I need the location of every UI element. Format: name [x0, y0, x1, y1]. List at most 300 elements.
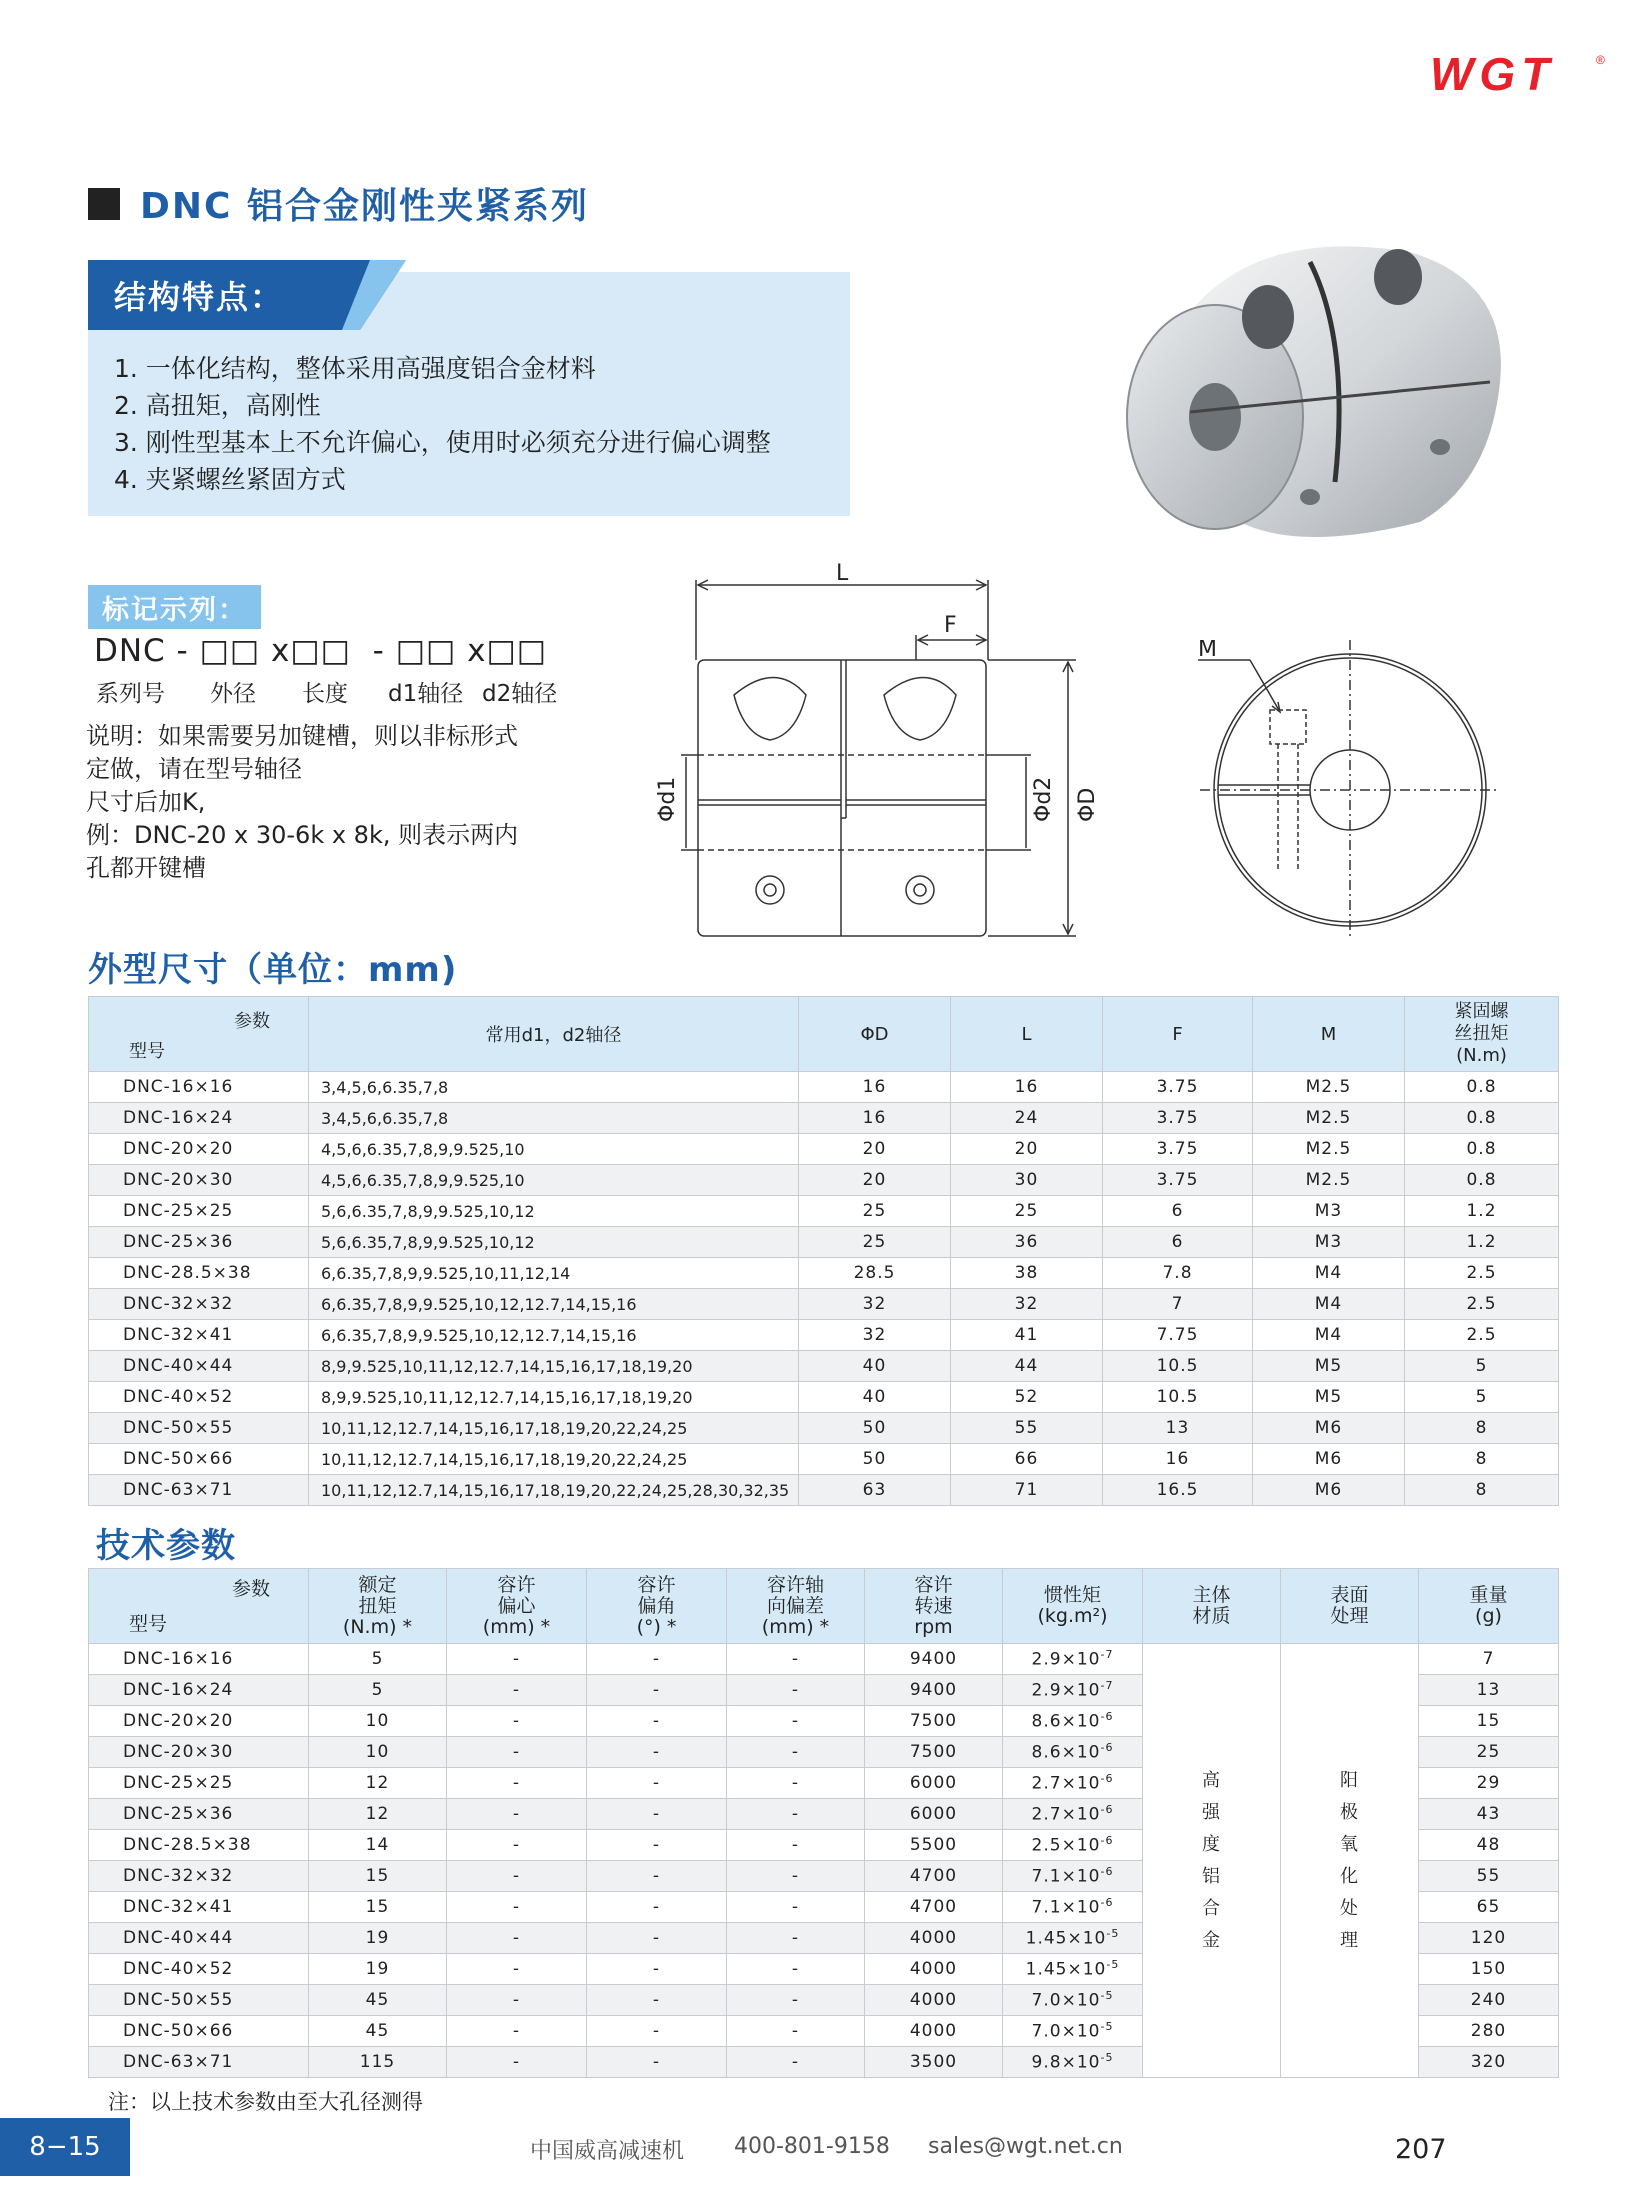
- page-number: 207: [1395, 2134, 1447, 2165]
- rated-torque-cell: 45: [309, 1985, 447, 2016]
- weight-cell: 48: [1419, 1830, 1559, 1861]
- eccentric-cell: -: [447, 1985, 587, 2016]
- inertia-exponent: -6: [1100, 1772, 1114, 1786]
- title-square-marker: [88, 188, 120, 220]
- header-weight: [1419, 1569, 1559, 1644]
- inertia-exponent: -7: [1100, 1648, 1114, 1662]
- diameter-cell: 63: [799, 1475, 951, 1506]
- screw-cell: M2.5: [1253, 1072, 1405, 1103]
- torque-cell: 2.5: [1405, 1258, 1559, 1289]
- axial-cell: -: [727, 1737, 865, 1768]
- note-line: 定做，请在型号轴径: [86, 755, 302, 783]
- rated-torque-cell: 45: [309, 2016, 447, 2047]
- header-line: (N.m) *: [342, 1615, 413, 1638]
- model-cell: DNC-32×32: [89, 1289, 309, 1320]
- dim-label-M: M: [1198, 640, 1217, 662]
- inertia-cell: [1003, 2047, 1143, 2078]
- model-cell: DNC-40×52: [89, 1954, 309, 1985]
- inertia-base: 7.1×10: [1031, 1866, 1101, 1887]
- rated-torque-cell: 19: [309, 1923, 447, 1954]
- inertia-base: 2.9×10: [1031, 1680, 1101, 1701]
- torque-cell: 5: [1405, 1351, 1559, 1382]
- shafts-cell: 3,4,5,6,6.35,7,8: [309, 1103, 799, 1134]
- header-torque-line: 紧固螺: [1454, 1001, 1509, 1022]
- product-photo: [1120, 232, 1520, 542]
- shafts-cell: 8,9,9.525,10,11,12,12.7,14,15,16,17,18,19,20: [309, 1351, 799, 1382]
- length-cell: 30: [951, 1165, 1103, 1196]
- inertia-cell: [1003, 1985, 1143, 2016]
- inertia-exponent: -6: [1100, 1834, 1114, 1848]
- table-row: [89, 1320, 1559, 1351]
- speed-cell: 7500: [865, 1706, 1003, 1737]
- header-line: (mm) *: [761, 1615, 830, 1638]
- header-angle: [587, 1569, 727, 1644]
- model-cell: DNC-25×25: [89, 1196, 309, 1227]
- inertia-cell: [1003, 1706, 1143, 1737]
- marking-part-d1: d1轴径: [388, 681, 464, 707]
- weight-cell: 55: [1419, 1861, 1559, 1892]
- length-cell: 41: [951, 1320, 1103, 1351]
- weight-cell: 43: [1419, 1799, 1559, 1830]
- weight-cell: 240: [1419, 1985, 1559, 2016]
- diameter-cell: 40: [799, 1382, 951, 1413]
- length-cell: 44: [951, 1351, 1103, 1382]
- header-line: 容许: [914, 1573, 953, 1596]
- f-cell: 3.75: [1103, 1134, 1253, 1165]
- weight-cell: 150: [1419, 1954, 1559, 1985]
- model-cell: DNC-25×36: [89, 1227, 309, 1258]
- diameter-cell: 20: [799, 1165, 951, 1196]
- marking-part-length: 长度: [302, 681, 348, 707]
- wgt-logo: [1430, 48, 1610, 98]
- features-heading: 结构特点：: [114, 278, 285, 316]
- model-cell: DNC-50×66: [89, 1444, 309, 1475]
- surface-char: 化: [1340, 1865, 1359, 1887]
- inertia-base: 2.7×10: [1031, 1804, 1101, 1825]
- dim-label-d2: Φd2: [1031, 776, 1056, 822]
- axial-cell: -: [727, 1675, 865, 1706]
- inertia-cell: [1003, 1861, 1143, 1892]
- screw-cell: M3: [1253, 1196, 1405, 1227]
- material-char: 高: [1202, 1769, 1221, 1791]
- axial-cell: -: [727, 1768, 865, 1799]
- header-inertia: [1003, 1569, 1143, 1644]
- length-cell: 25: [951, 1196, 1103, 1227]
- header-eccentric: [447, 1569, 587, 1644]
- marking-tag: [88, 585, 261, 629]
- header-speed: [865, 1569, 1003, 1644]
- torque-cell: 5: [1405, 1382, 1559, 1413]
- f-cell: 13: [1103, 1413, 1253, 1444]
- inertia-base: 7.0×10: [1031, 2021, 1101, 2042]
- surface-char: 阳: [1340, 1769, 1359, 1791]
- dims-header-param-model: [89, 997, 309, 1072]
- speed-cell: 6000: [865, 1768, 1003, 1799]
- inertia-base: 2.5×10: [1031, 1835, 1101, 1856]
- header-line: 处理: [1330, 1605, 1369, 1627]
- header-M: M: [1253, 997, 1405, 1072]
- diameter-cell: 40: [799, 1351, 951, 1382]
- angle-cell: -: [587, 1830, 727, 1861]
- weight-cell: 7: [1419, 1644, 1559, 1675]
- table-row: [89, 1382, 1559, 1413]
- shafts-cell: 10,11,12,12.7,14,15,16,17,18,19,20,22,24,25: [309, 1413, 799, 1444]
- note-line: 孔都开键槽: [86, 854, 206, 882]
- marking-part-outer-diameter: 外径: [210, 681, 256, 707]
- tech-note: 注：以上技术参数由至大孔径测得: [108, 2090, 423, 2114]
- f-cell: 10.5: [1103, 1351, 1253, 1382]
- speed-cell: 3500: [865, 2047, 1003, 2078]
- shafts-cell: 10,11,12,12.7,14,15,16,17,18,19,20,22,24,25,28,30,32,35: [309, 1475, 799, 1506]
- tech-header-param-model: [89, 1569, 309, 1644]
- inertia-exponent: -5: [1106, 1927, 1120, 1941]
- diameter-cell: 32: [799, 1289, 951, 1320]
- speed-cell: 6000: [865, 1799, 1003, 1830]
- header-model: 型号: [129, 1041, 165, 1062]
- dims-heading: 外型尺寸（单位：mm): [88, 950, 458, 990]
- torque-cell: 2.5: [1405, 1320, 1559, 1351]
- weight-cell: 13: [1419, 1675, 1559, 1706]
- model-cell: DNC-20×30: [89, 1165, 309, 1196]
- screw-cell: M2.5: [1253, 1134, 1405, 1165]
- footer-email: sales@wgt.net.cn: [928, 2134, 1123, 2159]
- rated-torque-cell: 5: [309, 1675, 447, 1706]
- model-cell: DNC-28.5×38: [89, 1258, 309, 1289]
- features-list: [114, 350, 771, 498]
- angle-cell: -: [587, 1737, 727, 1768]
- shafts-cell: 6,6.35,7,8,9,9.525,10,12,12.7,14,15,16: [309, 1289, 799, 1320]
- model-cell: DNC-20×30: [89, 1737, 309, 1768]
- angle-cell: -: [587, 1954, 727, 1985]
- table-row: [89, 1227, 1559, 1258]
- rated-torque-cell: 14: [309, 1830, 447, 1861]
- inertia-exponent: -6: [1100, 1710, 1114, 1724]
- table-row: [89, 1072, 1559, 1103]
- inertia-base: 9.8×10: [1031, 2052, 1101, 2073]
- model-cell: DNC-20×20: [89, 1706, 309, 1737]
- header-param: 参数: [234, 1011, 270, 1032]
- marking-part-series: 系列号: [96, 681, 165, 707]
- rated-torque-cell: 15: [309, 1892, 447, 1923]
- header-line: 惯性矩: [1043, 1584, 1101, 1606]
- angle-cell: -: [587, 1923, 727, 1954]
- shafts-cell: 6,6.35,7,8,9,9.525,10,11,12,14: [309, 1258, 799, 1289]
- inertia-exponent: -5: [1100, 2020, 1114, 2034]
- surface-char: 极: [1340, 1801, 1359, 1823]
- inertia-exponent: -5: [1100, 1989, 1114, 2003]
- header-material: [1143, 1569, 1281, 1644]
- header-line: (°) *: [636, 1615, 677, 1638]
- screw-cell: M2.5: [1253, 1165, 1405, 1196]
- inertia-base: 8.6×10: [1031, 1742, 1101, 1763]
- axial-cell: -: [727, 1954, 865, 1985]
- angle-cell: -: [587, 1861, 727, 1892]
- table-row: [89, 1475, 1559, 1506]
- speed-cell: 7500: [865, 1737, 1003, 1768]
- inertia-exponent: -6: [1100, 1896, 1114, 1910]
- eccentric-cell: -: [447, 1892, 587, 1923]
- speed-cell: 4000: [865, 1985, 1003, 2016]
- header-line: (mm) *: [482, 1615, 551, 1638]
- logo-registered: ®: [1596, 53, 1605, 67]
- eccentric-cell: -: [447, 1954, 587, 1985]
- torque-cell: 8: [1405, 1475, 1559, 1506]
- length-cell: 32: [951, 1289, 1103, 1320]
- inertia-exponent: -5: [1100, 2051, 1114, 2065]
- f-cell: 16.5: [1103, 1475, 1253, 1506]
- inertia-exponent: -5: [1106, 1958, 1120, 1972]
- length-cell: 20: [951, 1134, 1103, 1165]
- table-row: [89, 1165, 1559, 1196]
- angle-cell: -: [587, 2016, 727, 2047]
- inertia-cell: [1003, 1830, 1143, 1861]
- model-cell: DNC-63×71: [89, 1475, 309, 1506]
- screw-cell: M6: [1253, 1444, 1405, 1475]
- eccentric-cell: -: [447, 1830, 587, 1861]
- note-line: 例：DNC-20 x 30-6k x 8k, 则表示两内: [86, 821, 519, 849]
- model-cell: DNC-40×44: [89, 1923, 309, 1954]
- speed-cell: 9400: [865, 1675, 1003, 1706]
- header-line: 偏角: [637, 1594, 676, 1617]
- inertia-cell: [1003, 1768, 1143, 1799]
- inertia-cell: [1003, 1954, 1143, 1985]
- feature-item: 1. 一体化结构，整体采用高强度铝合金材料: [114, 354, 596, 383]
- screw-cell: M4: [1253, 1320, 1405, 1351]
- model-cell: DNC-40×44: [89, 1351, 309, 1382]
- rated-torque-cell: 15: [309, 1861, 447, 1892]
- model-cell: DNC-28.5×38: [89, 1830, 309, 1861]
- table-row: [89, 1351, 1559, 1382]
- weight-cell: 320: [1419, 2047, 1559, 2078]
- note-line: 尺寸后加K,: [86, 788, 206, 816]
- axial-cell: -: [727, 2016, 865, 2047]
- header-line: rpm: [914, 1615, 953, 1638]
- length-cell: 36: [951, 1227, 1103, 1258]
- torque-cell: 1.2: [1405, 1196, 1559, 1227]
- axial-cell: -: [727, 1644, 865, 1675]
- table-row: [89, 1258, 1559, 1289]
- dim-label-L: L: [836, 561, 849, 586]
- table-row: [89, 1289, 1559, 1320]
- weight-cell: 15: [1419, 1706, 1559, 1737]
- eccentric-cell: -: [447, 1799, 587, 1830]
- axial-cell: -: [727, 1799, 865, 1830]
- header-line: 重量: [1469, 1584, 1508, 1606]
- length-cell: 55: [951, 1413, 1103, 1444]
- header-F: F: [1103, 997, 1253, 1072]
- feature-item: 2. 高扭矩，高刚性: [114, 391, 321, 420]
- rated-torque-cell: 12: [309, 1768, 447, 1799]
- eccentric-cell: -: [447, 1737, 587, 1768]
- model-cell: DNC-25×25: [89, 1768, 309, 1799]
- eccentric-cell: -: [447, 1675, 587, 1706]
- page-title: DNC 铝合金刚性夹紧系列: [140, 186, 589, 227]
- header-surface: [1281, 1569, 1419, 1644]
- header-torque-line: (N.m): [1456, 1045, 1507, 1066]
- screw-cell: M4: [1253, 1289, 1405, 1320]
- f-cell: 7.8: [1103, 1258, 1253, 1289]
- inertia-cell: [1003, 1675, 1143, 1706]
- footer-phone: 400-801-9158: [734, 2134, 890, 2159]
- header-line: 额定: [358, 1573, 397, 1596]
- header-line: (kg.m²): [1037, 1605, 1108, 1627]
- axial-cell: -: [727, 2047, 865, 2078]
- weight-cell: 120: [1419, 1923, 1559, 1954]
- f-cell: 3.75: [1103, 1072, 1253, 1103]
- model-cell: DNC-32×32: [89, 1861, 309, 1892]
- f-cell: 3.75: [1103, 1165, 1253, 1196]
- dim-label-D: ΦD: [1075, 787, 1100, 822]
- rated-torque-cell: 115: [309, 2047, 447, 2078]
- speed-cell: 4000: [865, 1923, 1003, 1954]
- eccentric-cell: -: [447, 1768, 587, 1799]
- diameter-cell: 25: [799, 1196, 951, 1227]
- header-line: 容许: [497, 1573, 536, 1596]
- model-cell: DNC-16×24: [89, 1103, 309, 1134]
- header-line: 转速: [914, 1594, 953, 1617]
- side-view-drawing: [1180, 640, 1540, 950]
- screw-cell: M4: [1253, 1258, 1405, 1289]
- weight-cell: 280: [1419, 2016, 1559, 2047]
- material-char: 铝: [1202, 1865, 1221, 1887]
- torque-cell: 0.8: [1405, 1103, 1559, 1134]
- header-line: 主体: [1192, 1584, 1231, 1606]
- model-cell: DNC-25×36: [89, 1799, 309, 1830]
- rated-torque-cell: 19: [309, 1954, 447, 1985]
- f-cell: 10.5: [1103, 1382, 1253, 1413]
- inertia-base: 1.45×10: [1025, 1928, 1107, 1949]
- inertia-cell: [1003, 1892, 1143, 1923]
- dim-label-F: F: [944, 613, 957, 638]
- screw-cell: M6: [1253, 1413, 1405, 1444]
- inertia-base: 2.7×10: [1031, 1773, 1101, 1794]
- rated-torque-cell: 10: [309, 1706, 447, 1737]
- eccentric-cell: -: [447, 1923, 587, 1954]
- inertia-exponent: -7: [1100, 1679, 1114, 1693]
- rated-torque-cell: 5: [309, 1644, 447, 1675]
- shafts-cell: 4,5,6,6.35,7,8,9,9.525,10: [309, 1134, 799, 1165]
- table-row: [89, 1444, 1559, 1475]
- torque-cell: 8: [1405, 1413, 1559, 1444]
- shafts-cell: 10,11,12,12.7,14,15,16,17,18,19,20,22,24,25: [309, 1444, 799, 1475]
- header-shafts: 常用d1，d2轴径: [309, 997, 799, 1072]
- shafts-cell: 3,4,5,6,6.35,7,8: [309, 1072, 799, 1103]
- model-cell: DNC-50×55: [89, 1413, 309, 1444]
- table-row: [89, 1134, 1559, 1165]
- table-row: [89, 1196, 1559, 1227]
- diameter-cell: 16: [799, 1103, 951, 1134]
- diameter-cell: 16: [799, 1072, 951, 1103]
- note-line: 说明：如果需要另加键槽，则以非标形式: [86, 722, 518, 750]
- speed-cell: 4000: [865, 2016, 1003, 2047]
- torque-cell: 8: [1405, 1444, 1559, 1475]
- header-line: 偏心: [497, 1594, 536, 1617]
- model-cell: DNC-16×16: [89, 1072, 309, 1103]
- header-line: 材质: [1192, 1605, 1231, 1627]
- page-section-tab: 8−15: [0, 2118, 130, 2176]
- header-axial: [727, 1569, 865, 1644]
- logo-text: WGT: [1430, 48, 1556, 98]
- f-cell: 7.75: [1103, 1320, 1253, 1351]
- eccentric-cell: -: [447, 2047, 587, 2078]
- axial-cell: -: [727, 1706, 865, 1737]
- inertia-exponent: -6: [1100, 1865, 1114, 1879]
- header-D: ΦD: [799, 997, 951, 1072]
- header-torque-line: 丝扭矩: [1454, 1023, 1509, 1044]
- table-row: [89, 1103, 1559, 1134]
- length-cell: 16: [951, 1072, 1103, 1103]
- diameter-cell: 32: [799, 1320, 951, 1351]
- angle-cell: -: [587, 1675, 727, 1706]
- speed-cell: 4000: [865, 1954, 1003, 1985]
- inertia-cell: [1003, 1737, 1143, 1768]
- axial-cell: -: [727, 1830, 865, 1861]
- model-cell: DNC-63×71: [89, 2047, 309, 2078]
- diameter-cell: 25: [799, 1227, 951, 1258]
- shafts-cell: 8,9,9.525,10,11,12,12.7,14,15,16,17,18,19,20: [309, 1382, 799, 1413]
- inertia-base: 2.9×10: [1031, 1649, 1101, 1670]
- speed-cell: 9400: [865, 1644, 1003, 1675]
- eccentric-cell: -: [447, 1644, 587, 1675]
- marking-part-d2: d2轴径: [482, 681, 558, 707]
- rated-torque-cell: 12: [309, 1799, 447, 1830]
- inertia-base: 7.0×10: [1031, 1990, 1101, 2011]
- footer-company: 中国威高减速机: [530, 2139, 685, 2164]
- header-line: 扭矩: [358, 1594, 397, 1617]
- axial-cell: -: [727, 1923, 865, 1954]
- header-L: L: [951, 997, 1103, 1072]
- inertia-exponent: -6: [1100, 1803, 1114, 1817]
- table-row: [89, 1413, 1559, 1444]
- torque-cell: 2.5: [1405, 1289, 1559, 1320]
- axial-cell: -: [727, 1861, 865, 1892]
- header-line: (g): [1475, 1605, 1502, 1627]
- eccentric-cell: -: [447, 1706, 587, 1737]
- screw-cell: M5: [1253, 1382, 1405, 1413]
- inertia-exponent: -6: [1100, 1741, 1114, 1755]
- angle-cell: -: [587, 1799, 727, 1830]
- diameter-cell: 28.5: [799, 1258, 951, 1289]
- length-cell: 38: [951, 1258, 1103, 1289]
- header-screw-torque: [1405, 997, 1559, 1072]
- material-cell: [1143, 1644, 1281, 2078]
- length-cell: 24: [951, 1103, 1103, 1134]
- dims-table: [88, 996, 1559, 1506]
- inertia-cell: [1003, 1644, 1143, 1675]
- angle-cell: -: [587, 1985, 727, 2016]
- model-cell: DNC-50×55: [89, 1985, 309, 2016]
- header-line: 向偏差: [766, 1594, 824, 1617]
- marking-code: DNC - □□ x□□ - □□ x□□: [94, 633, 548, 669]
- header-line: 表面: [1330, 1584, 1369, 1606]
- torque-cell: 0.8: [1405, 1134, 1559, 1165]
- f-cell: 6: [1103, 1196, 1253, 1227]
- surface-cell: [1281, 1644, 1419, 2078]
- torque-cell: 1.2: [1405, 1227, 1559, 1258]
- angle-cell: -: [587, 2047, 727, 2078]
- f-cell: 3.75: [1103, 1103, 1253, 1134]
- inertia-base: 8.6×10: [1031, 1711, 1101, 1732]
- feature-item: 4. 夹紧螺丝紧固方式: [114, 465, 346, 494]
- angle-cell: -: [587, 1706, 727, 1737]
- model-cell: DNC-16×16: [89, 1644, 309, 1675]
- table-row: [89, 1644, 1559, 1675]
- shafts-cell: 4,5,6,6.35,7,8,9,9.525,10: [309, 1165, 799, 1196]
- surface-char: 处: [1340, 1897, 1359, 1919]
- shafts-cell: 6,6.35,7,8,9,9.525,10,12,12.7,14,15,16: [309, 1320, 799, 1351]
- model-cell: DNC-16×24: [89, 1675, 309, 1706]
- screw-cell: M2.5: [1253, 1103, 1405, 1134]
